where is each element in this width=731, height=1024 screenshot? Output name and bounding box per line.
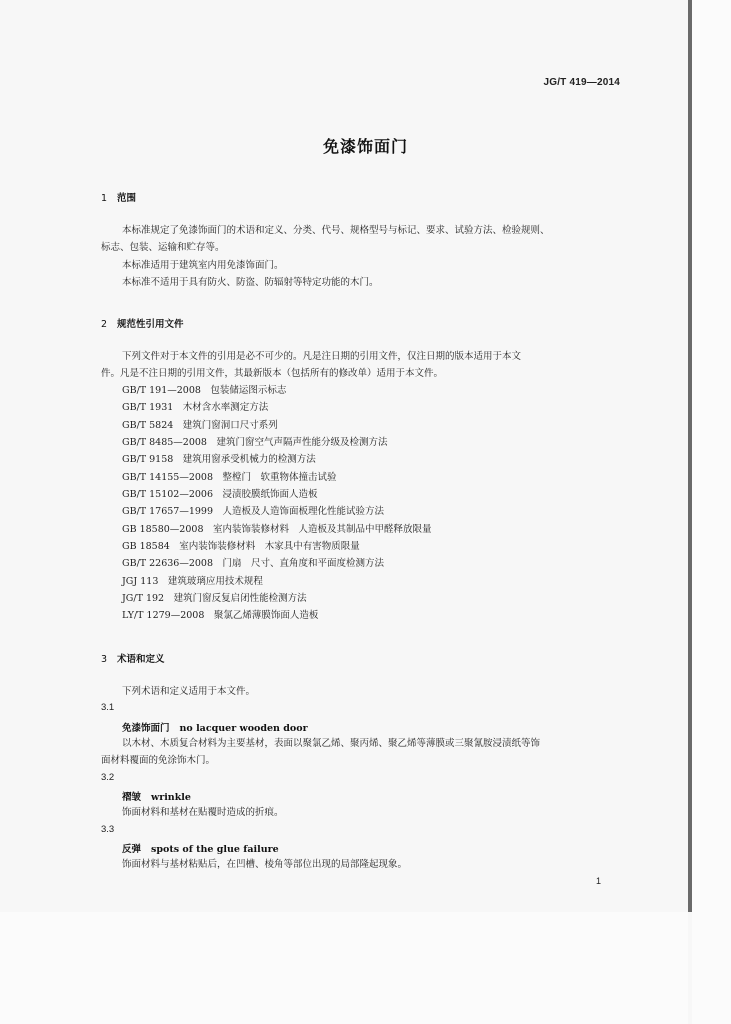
term-heading [122, 789, 191, 803]
reference-item: GB/T 1931 木材含水率测定方法 [122, 402, 269, 413]
term-definition: 面材料覆面的免涂饰木门。 [101, 755, 216, 766]
scope-line: 标志、包装、运输和贮存等。 [101, 242, 225, 253]
term-number: 3.3 [101, 824, 115, 835]
section-title: 规范性引用文件 [117, 319, 184, 330]
reference-item: GB 18580—2008 室内装饰装修材料 人造板及其制品中甲醛释放限量 [122, 524, 432, 535]
reference-item: GB 18584 室内装饰装修材料 木家具中有害物质限量 [122, 541, 360, 552]
section-title: 术语和定义 [117, 654, 165, 665]
section-number: 1 [101, 193, 108, 204]
section-2-heading [101, 316, 184, 330]
reference-item: LY/T 1279—2008 聚氯乙烯薄膜饰面人造板 [122, 610, 319, 621]
reference-item: GB/T 17657—1999 人造板及人造饰面板理化性能试验方法 [122, 506, 385, 517]
page-bottom-margin [0, 912, 688, 1024]
term-definition: 饰面材料与基材粘贴后，在凹槽、棱角等部位出现的局部隆起现象。 [122, 859, 408, 870]
scope-line: 本标准不适用于具有防火、防盗、防辐射等特定功能的木门。 [122, 277, 379, 288]
term-definition: 以木材、木质复合材料为主要基材，表面以聚氯乙烯、聚丙烯、聚乙烯等薄膜或三聚氰胺浸渍纸等饰 [122, 738, 541, 749]
term-definition: 饰面材料和基材在贴覆时造成的折痕。 [122, 807, 284, 818]
section-number: 2 [101, 319, 108, 330]
section-1-heading [101, 190, 136, 204]
scope-line: 本标准规定了免漆饰面门的术语和定义、分类、代号、规格型号与标记、要求、试验方法、检验规则、 [122, 225, 550, 236]
term-chinese: 免漆饰面门 [122, 723, 170, 734]
page-number: 1 [596, 876, 602, 886]
term-number: 3.2 [101, 772, 115, 783]
refs-intro-line: 下列文件对于本文件的引用是必不可少的。凡是注日期的引用文件，仅注日期的版本适用于本文 [122, 351, 522, 362]
section-number: 3 [101, 654, 108, 665]
term-heading [122, 720, 308, 734]
term-number: 3.1 [101, 702, 115, 713]
reference-item: GB/T 191—2008 包装储运图示标志 [122, 385, 287, 396]
document-title: 免漆饰面门 [322, 137, 408, 156]
section-3-heading [101, 651, 165, 665]
reference-item: GB/T 15102—2006 浸渍胶膜纸饰面人造板 [122, 489, 318, 500]
standard-id: JG/T 419—2014 [543, 77, 620, 88]
term-chinese: 反弹 [122, 844, 142, 855]
scope-line: 本标准适用于建筑室内用免漆饰面门。 [122, 260, 284, 271]
term-english: no lacquer wooden door [179, 723, 308, 734]
term-chinese: 褶皱 [122, 792, 142, 803]
reference-item: GB/T 22636—2008 门扇 尺寸、直角度和平面度检测方法 [122, 558, 385, 569]
reference-item: JG/T 192 建筑门窗反复启闭性能检测方法 [122, 593, 307, 604]
term-heading [122, 841, 279, 855]
term-english: wrinkle [151, 792, 191, 803]
term-english: spots of the glue failure [151, 844, 279, 855]
reference-item: GB/T 5824 建筑门窗洞口尺寸系列 [122, 420, 278, 431]
reference-item: JGJ 113 建筑玻璃应用技术规程 [122, 576, 263, 587]
terms-intro: 下列术语和定义适用于本文件。 [122, 686, 256, 697]
section-title: 范围 [117, 193, 137, 204]
reference-item: GB/T 8485—2008 建筑门窗空气声隔声性能分级及检测方法 [122, 437, 388, 448]
refs-intro-line: 件。凡是不注日期的引用文件，其最新版本（包括所有的修改单）适用于本文件。 [101, 368, 444, 379]
reference-item: GB/T 9158 建筑用窗承受机械力的检测方法 [122, 454, 316, 465]
reference-item: GB/T 14155—2008 整樘门 软重物体撞击试验 [122, 472, 337, 483]
